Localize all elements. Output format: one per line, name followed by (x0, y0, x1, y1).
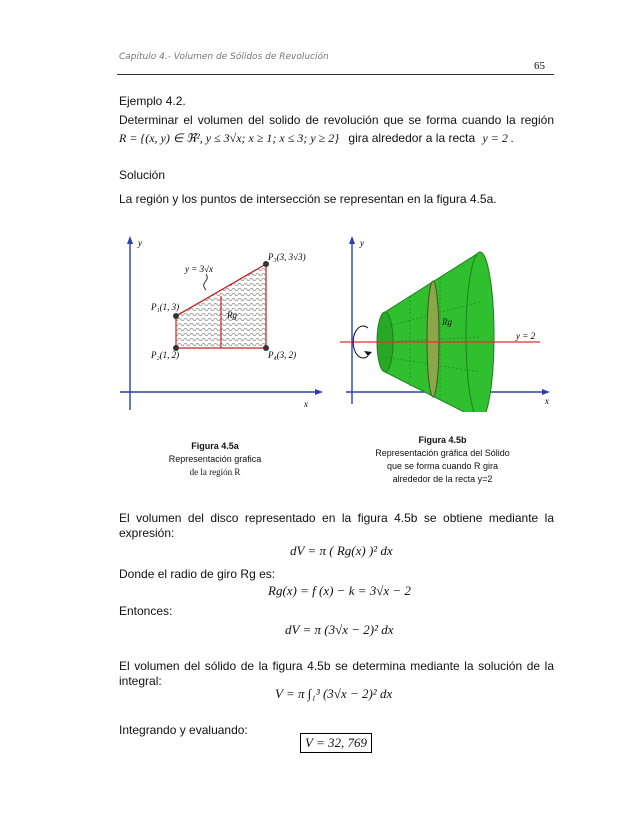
example-title: Ejemplo 4.2. (119, 94, 186, 108)
problem-mid: gira alrededor a la recta (348, 131, 476, 145)
para1-line2: expresión: (119, 526, 175, 540)
p3-label: P₃(3, 3√3) (268, 252, 306, 262)
p2-label: P₂(1, 2) (151, 350, 180, 360)
disk-element (427, 281, 439, 397)
equation-dv2: dV = π (3√x − 2)² dx (285, 622, 394, 637)
para1-line1: El volumen del disco representado en la figura 4.5b se obtiene mediante la (119, 511, 554, 525)
caption-a-title: Figura 4.5a (191, 441, 239, 451)
curve-label: y = 3√x (185, 264, 214, 274)
line-label-b: y = 2 (516, 331, 536, 341)
problem-line1: Determinar el volumen del solido de revolución que se forma cuando la región (119, 113, 554, 127)
solution-title: Solución (119, 168, 166, 182)
x-axis-arrow-b (542, 389, 550, 395)
equation-dv: dV = π ( Rg(x) )² dx (290, 543, 393, 558)
header-rule (117, 74, 554, 75)
chapter-header: Capítulo 4.- Volumen de Sólidos de Revolución (119, 52, 329, 62)
figure-4-5b (340, 232, 560, 412)
caption-b-line1: Representación gráfica del Sólido (375, 448, 510, 458)
solution-text: La región y los puntos de intersección se representan en la figura 4.5a. (119, 192, 497, 206)
y-label-b: y (360, 238, 364, 248)
caption-b-title: Figura 4.5b (418, 435, 467, 445)
x-axis-arrow-a (315, 389, 323, 395)
para3: Entonces: (119, 604, 173, 618)
x-label-b: x (545, 396, 549, 406)
equation-rg: Rg(x) = f (x) − k = 3√x − 2 (268, 583, 411, 598)
p1-label: P₁(1, 3) (151, 302, 180, 312)
result-box: V = 32, 769 (300, 733, 372, 753)
page-number: 65 (534, 60, 545, 72)
para4-line2: integral: (119, 674, 162, 688)
caption-a-line2: de la región R (189, 467, 241, 477)
caption-b-line2: que se forma cuando R gira (386, 461, 499, 471)
problem-line2 (119, 130, 559, 146)
rg-label-a: Rg (227, 310, 237, 320)
caption-b-line3: alrededor de la recta y=2 (392, 474, 493, 484)
caption-4-5a (140, 440, 290, 479)
para5: Integrando y evaluando: (119, 723, 248, 737)
rotation-arrow-head (364, 351, 372, 356)
curve-label-pointer (204, 274, 208, 290)
para4-line1: El volumen del sólido de la figura 4.5b se determina mediante la solución de la (119, 659, 554, 673)
figure-4-5a (118, 232, 328, 412)
region-definition: R = {(x, y) ∈ ℜ², y ≤ 3√x; x ≥ 1; x ≤ 3; y ≥ 2} (119, 131, 340, 145)
y-axis-arrow-a (127, 236, 133, 244)
rotation-axis: y = 2 . (482, 131, 514, 145)
y-label-a: y (138, 238, 142, 248)
point-p1 (173, 313, 179, 319)
p4-label: P₄(3, 2) (268, 350, 297, 360)
caption-a-line1: Representación grafica (168, 454, 262, 464)
y-axis-arrow-b (349, 236, 355, 244)
x-label-a: x (304, 399, 308, 409)
solid-right-face (466, 252, 494, 412)
equation-integral: V = π ∫₁³ (3√x − 2)² dx (275, 686, 393, 701)
caption-4-5b (360, 434, 525, 486)
rg-label-b: Rg (442, 317, 452, 327)
para2: Donde el radio de giro Rg es: (119, 567, 276, 581)
